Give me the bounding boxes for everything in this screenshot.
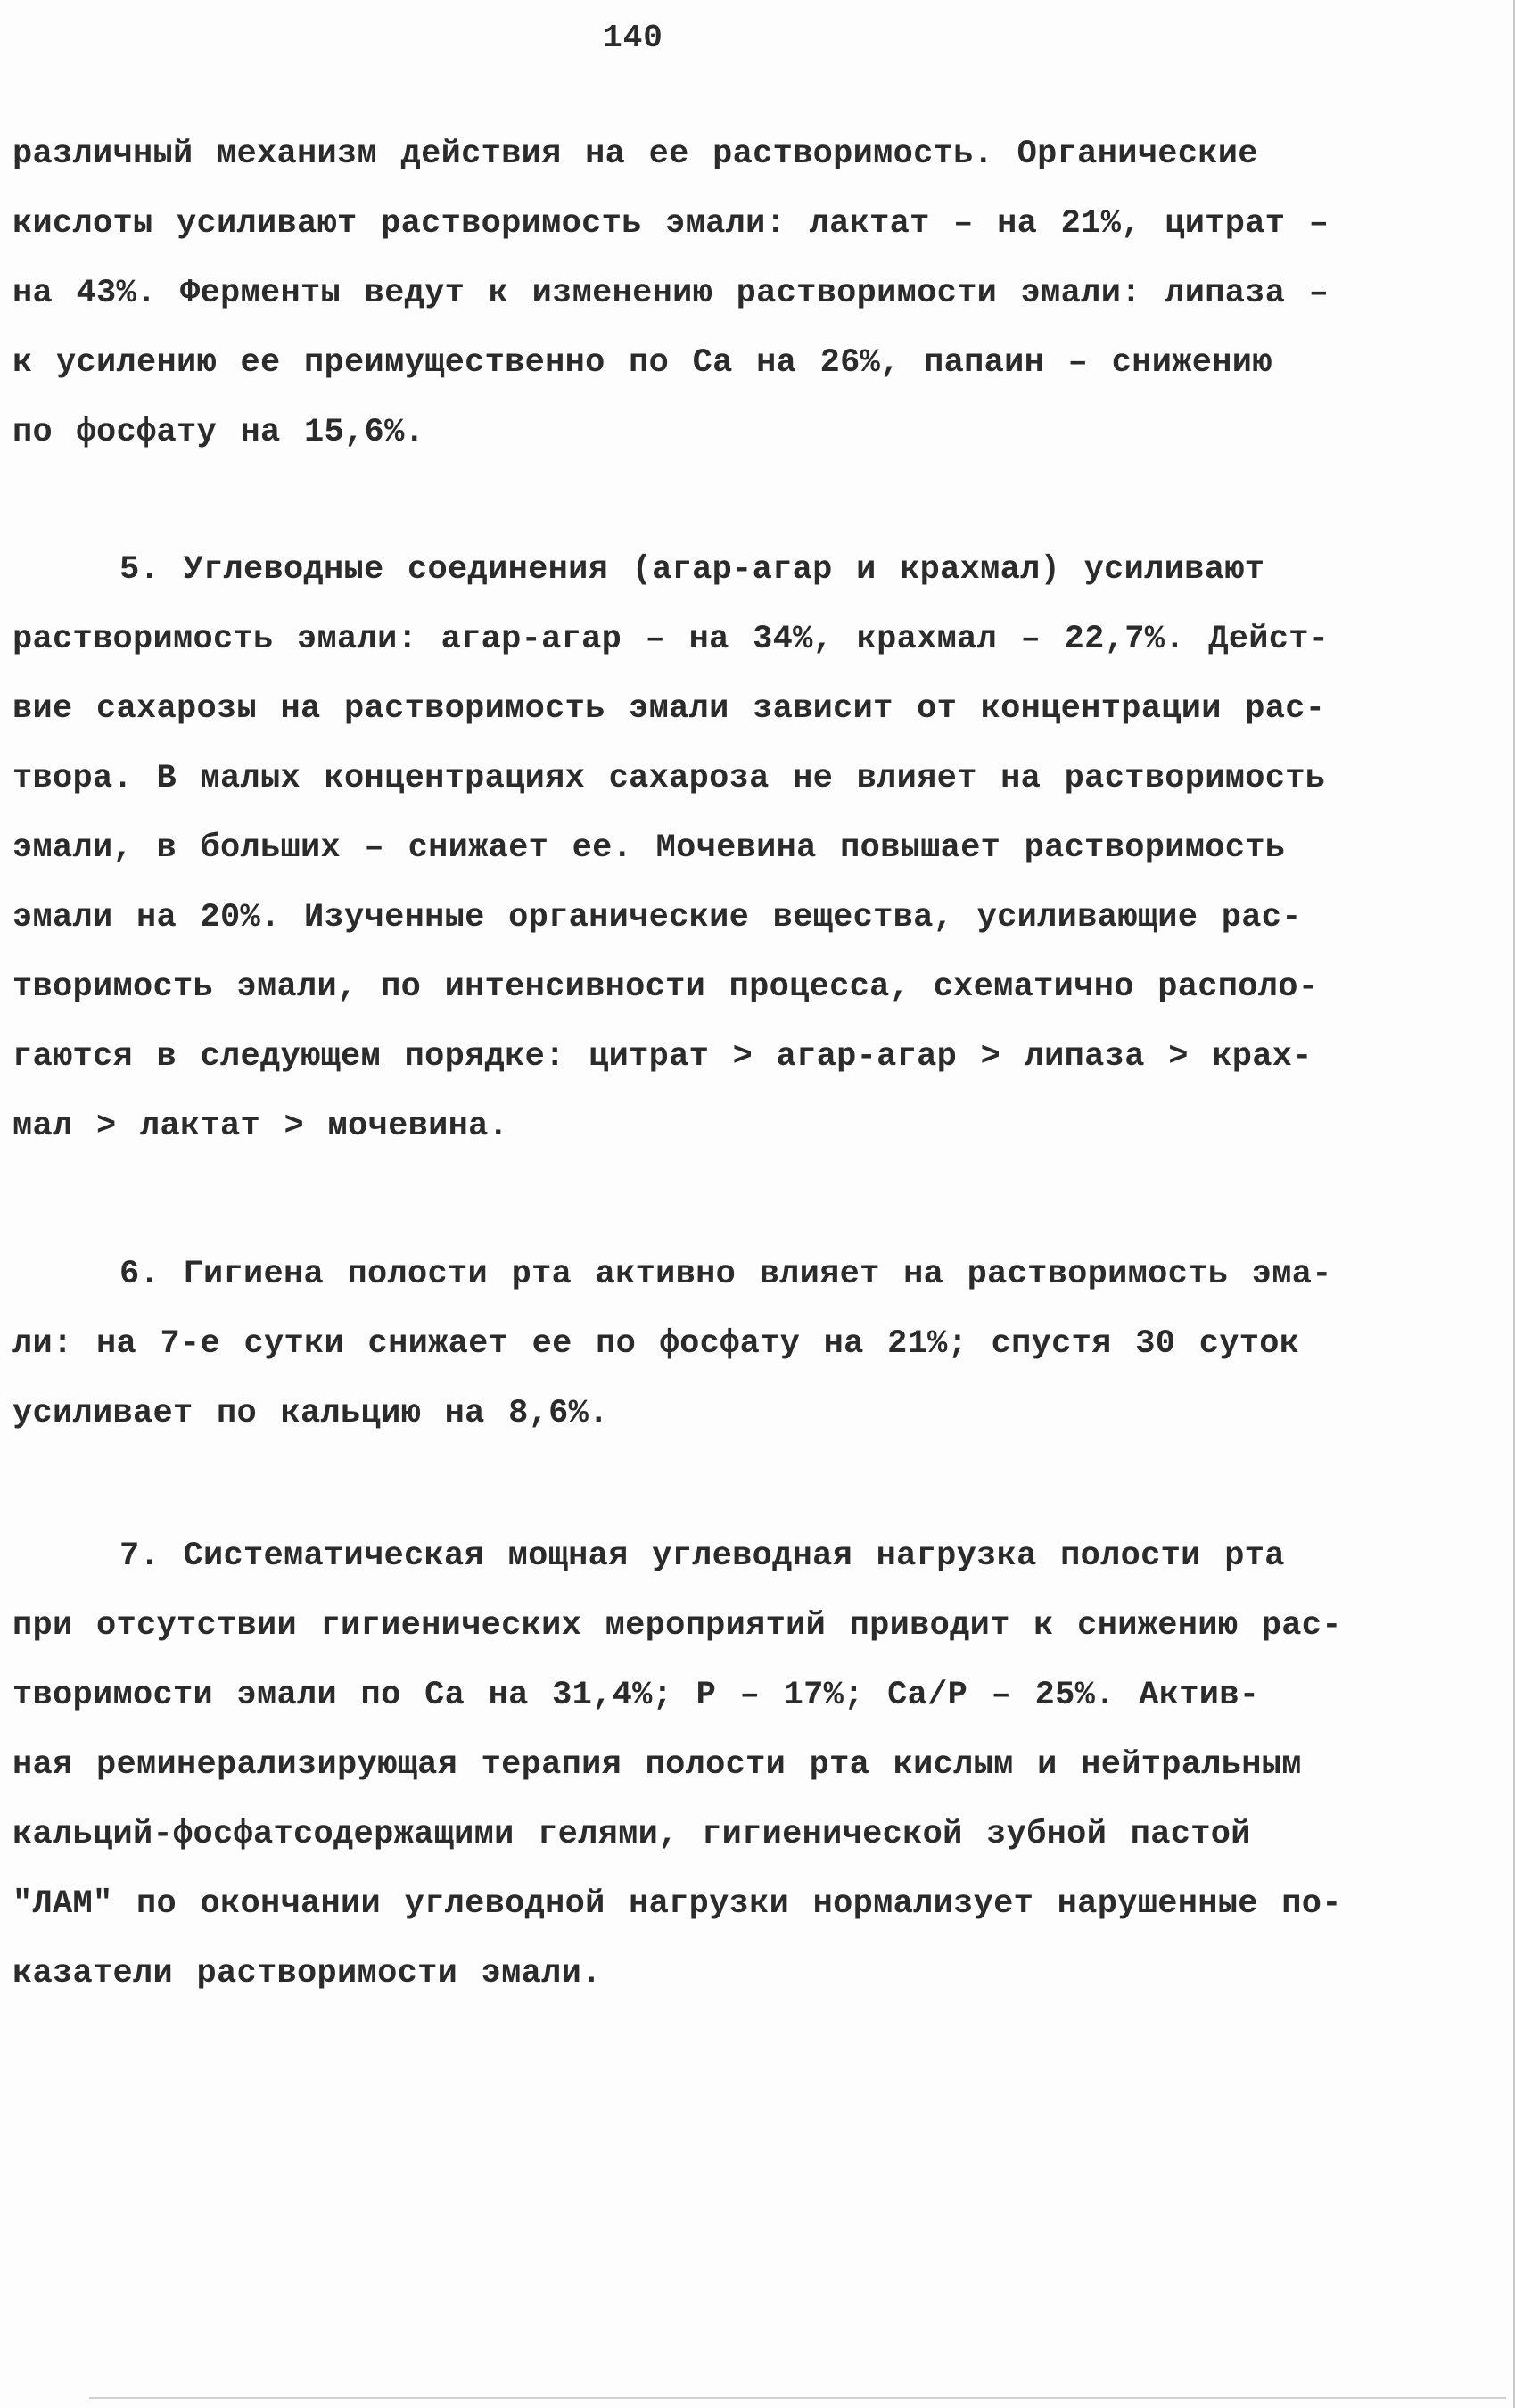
text-line: мал > лактат > мочевина. [12,1108,509,1145]
text-line: эмали на 20%. Изученные органические вещества, усиливающие рас- [12,899,1302,936]
text-line: к усилению ее преимущественно по Ca на 26%, папаин – снижению [12,344,1272,382]
text-line: творимость эмали, по интенсивности процесса, схематично располо- [12,969,1319,1006]
text-line: ли: на 7-е сутки снижает ее по фосфату на 21%; спустя 30 суток [12,1325,1300,1363]
text-line: кислоты усиливают растворимость эмали: лактат – на 21%, цитрат – [12,205,1330,243]
text-line: твора. В малых концентрациях сахароза не влияет на растворимость [12,760,1326,797]
text-line: по фосфату на 15,6%. [12,414,425,451]
text-line: эмали, в больших – снижает ее. Мочевина повышает растворимость [12,829,1286,867]
text-line: творимости эмали по Ca на 31,4%; P – 17%; Ca/P – 25%. Актив- [12,1677,1260,1714]
text-line: на 43%. Ферменты ведут к изменению растворимости эмали: липаза – [12,275,1330,312]
text-line: 7. Систематическая мощная углеводная нагрузка полости рта [119,1538,1285,1575]
page-bottom-edge [89,2397,1506,2399]
text-line: "ЛАМ" по окончании углеводной нагрузки нормализует нарушенные по- [12,1885,1342,1923]
text-line: ная реминерализирующая терапия полости рта кислым и нейтральным [12,1746,1302,1784]
text-line: усиливает по кальцию на 8,6%. [12,1395,609,1432]
text-line: при отсутствии гигиенических мероприятий приводит к снижению рас- [12,1607,1342,1645]
paragraph-6 [12,1240,1448,1448]
text-line: вие сахарозы на растворимость эмали зависит от концентрации рас- [12,690,1326,728]
text-line: гаются в следующем порядке: цитрат > агар-агар > липаза > крах- [12,1038,1313,1076]
paragraph-7 [12,1521,1448,2008]
text-line: растворимость эмали: агар-агар – на 34%, крахмал – 22,7%. Дейст- [12,621,1330,658]
paragraph-intro [12,120,1448,467]
page-number: 140 [603,20,663,56]
text-line: казатели растворимости эмали. [12,1955,602,1992]
text-line: 6. Гигиена полости рта активно влияет на растворимость эма- [119,1256,1332,1293]
text-line: кальций-фосфатсодержащими гелями, гигиенической зубной пастой [12,1816,1251,1853]
paragraph-5 [12,535,1448,1161]
text-line: 5. Углеводные соединения (агар-агар и крахмал) усиливают [119,551,1265,589]
text-line: различный механизм действия на ее растворимость. Органические [12,136,1258,173]
